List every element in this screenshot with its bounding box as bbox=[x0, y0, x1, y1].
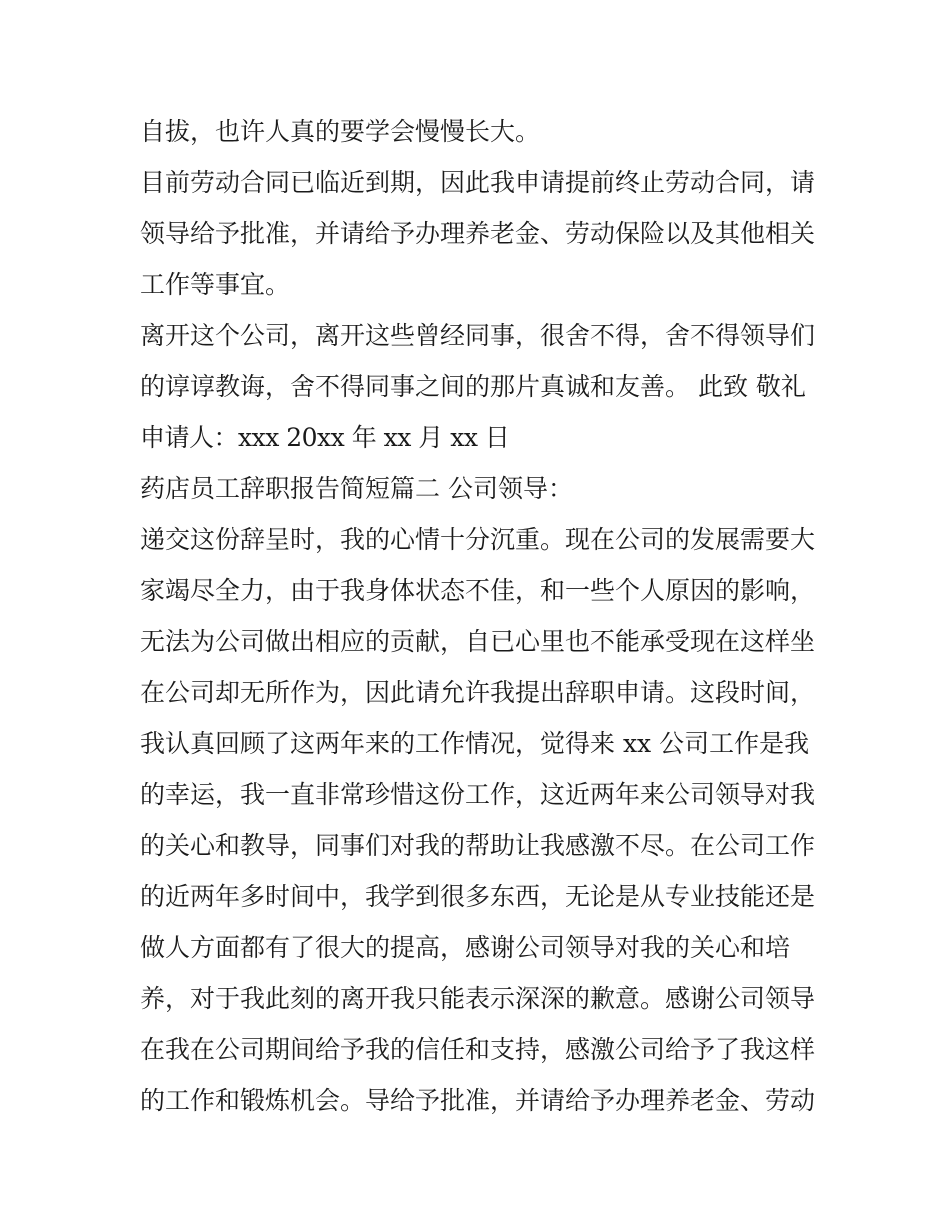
text-line: 养，对于我此刻的离开我只能表示深深的歉意。感谢公司领导 bbox=[140, 984, 816, 1013]
text-line: 在我在公司期间给予我的信任和支持，感激公司给予了我这样 bbox=[140, 1035, 816, 1064]
section-heading: 药店员工辞职报告简短篇二 公司领导： bbox=[140, 474, 573, 503]
text-line: 的谆谆教诲，舍不得同事之间的那片真诚和友善。 此致 敬礼 bbox=[140, 372, 806, 401]
text-line: 我认真回顾了这两年来的工作情况，觉得来 xx 公司工作是我 bbox=[140, 729, 810, 758]
text-line: 工作等事宜。 bbox=[140, 270, 291, 299]
text-line: 自拔，也许人真的要学会慢慢长大。 bbox=[140, 117, 541, 146]
text-line: 的工作和锻炼机会。导给予批准，并请给予办理养老金、劳动 bbox=[140, 1086, 816, 1115]
text-line: 的近两年多时间中，我学到很多东西，无论是从专业技能还是 bbox=[140, 882, 816, 911]
text-line: 目前劳动合同已临近到期，因此我申请提前终止劳动合同，请 bbox=[140, 168, 816, 197]
document-body bbox=[140, 106, 820, 1126]
text-line: 家竭尽全力，由于我身体状态不佳，和一些个人原因的影响， bbox=[140, 576, 816, 605]
text-line: 的关心和教导，同事们对我的帮助让我感激不尽。在公司工作 bbox=[140, 831, 816, 860]
text-line: 离开这个公司，离开这些曾经同事，很舍不得，舍不得领导们 bbox=[140, 321, 816, 350]
signature-line: 申请人：xxx 20xx 年 xx 月 xx 日 bbox=[140, 423, 510, 452]
text-line: 在公司却无所作为，因此请允许我提出辞职申请。这段时间， bbox=[140, 678, 816, 707]
text-line: 的幸运，我一直非常珍惜这份工作，这近两年来公司领导对我 bbox=[140, 780, 816, 809]
text-line: 做人方面都有了很大的提高，感谢公司领导对我的关心和培 bbox=[140, 933, 791, 962]
text-line: 领导给予批准，并请给予办理养老金、劳动保险以及其他相关 bbox=[140, 219, 816, 248]
text-line: 无法为公司做出相应的贡献，自已心里也不能承受现在这样坐 bbox=[140, 627, 816, 656]
text-line: 递交这份辞呈时，我的心情十分沉重。现在公司的发展需要大 bbox=[140, 525, 816, 554]
